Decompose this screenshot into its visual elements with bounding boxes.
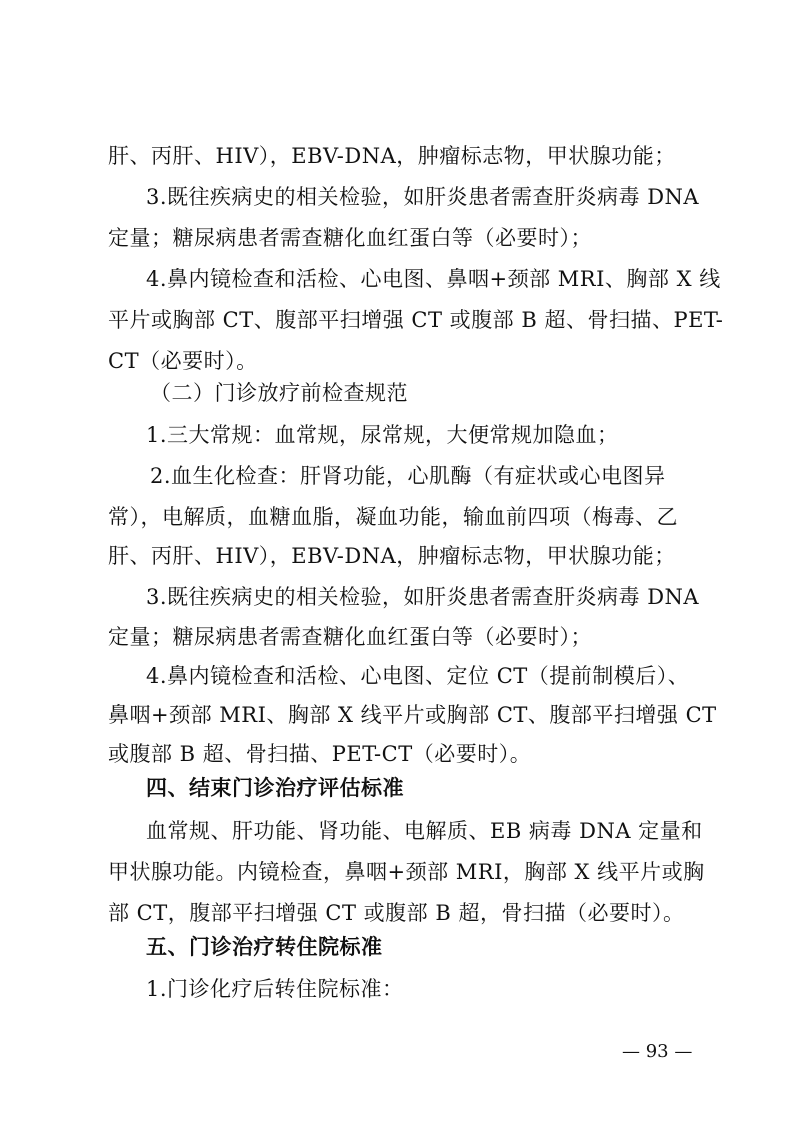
text-line-10: 常），电解质，血糖血脂，凝血功能，输血前四项（梅毒、乙 xyxy=(108,505,678,529)
text-line-12: 3.既往疾病史的相关检验，如肝炎患者需查肝炎病毒 DNA xyxy=(146,585,700,609)
text-line-4: 4.鼻内镜检查和活检、心电图、鼻咽+颈部 MRI、胸部 X 线 xyxy=(146,267,721,291)
text-line-6: CT（必要时）。 xyxy=(108,349,258,373)
text-line-3: 定量；糖尿病患者需查糖化血红蛋白等（必要时）； xyxy=(108,226,592,250)
subsection-heading: （二）门诊放疗前检查规范 xyxy=(150,381,408,405)
text-line-1: 肝、丙肝、HIV），EBV-DNA，肿瘤标志物，甲状腺功能； xyxy=(108,144,676,168)
text-line-20: 部 CT，腹部平扫增强 CT 或腹部 B 超，骨扫描（必要时）。 xyxy=(108,901,685,925)
section-heading-4: 四、结束门诊治疗评估标准 xyxy=(146,776,404,800)
text-line-18: 血常规、肝功能、肾功能、电解质、EB 病毒 DNA 定量和 xyxy=(146,819,703,843)
text-line-15: 鼻咽+颈部 MRI、胸部 X 线平片或胸部 CT、腹部平扫增强 CT xyxy=(108,703,717,727)
text-line-13: 定量；糖尿病患者需查糖化血红蛋白等（必要时）； xyxy=(108,625,592,649)
text-line-8: 1.三大常规：血常规，尿常规，大便常规加隐血； xyxy=(146,423,619,447)
text-line-22: 1.门诊化疗后转住院标准： xyxy=(146,977,404,1001)
text-line-14: 4.鼻内镜检查和活检、心电图、定位 CT（提前制模后）、 xyxy=(146,664,690,688)
text-line-5: 平片或胸部 CT、腹部平扫增强 CT 或腹部 B 超、骨扫描、PET- xyxy=(108,308,724,332)
text-line-19: 甲状腺功能。内镜检查，鼻咽+颈部 MRI，胸部 X 线平片或胸 xyxy=(108,860,705,884)
page-number: — 93 — xyxy=(622,1041,693,1062)
text-line-9: 2.血生化检查：肝肾功能，心肌酶（有症状或心电图异 xyxy=(150,464,666,488)
text-line-11: 肝、丙肝、HIV），EBV-DNA，肿瘤标志物，甲状腺功能； xyxy=(108,544,676,568)
text-line-2: 3.既往疾病史的相关检验，如肝炎患者需查肝炎病毒 DNA xyxy=(146,185,700,209)
section-heading-5: 五、门诊治疗转住院标准 xyxy=(146,935,383,959)
text-line-16: 或腹部 B 超、骨扫描、PET-CT（必要时）。 xyxy=(108,742,532,766)
